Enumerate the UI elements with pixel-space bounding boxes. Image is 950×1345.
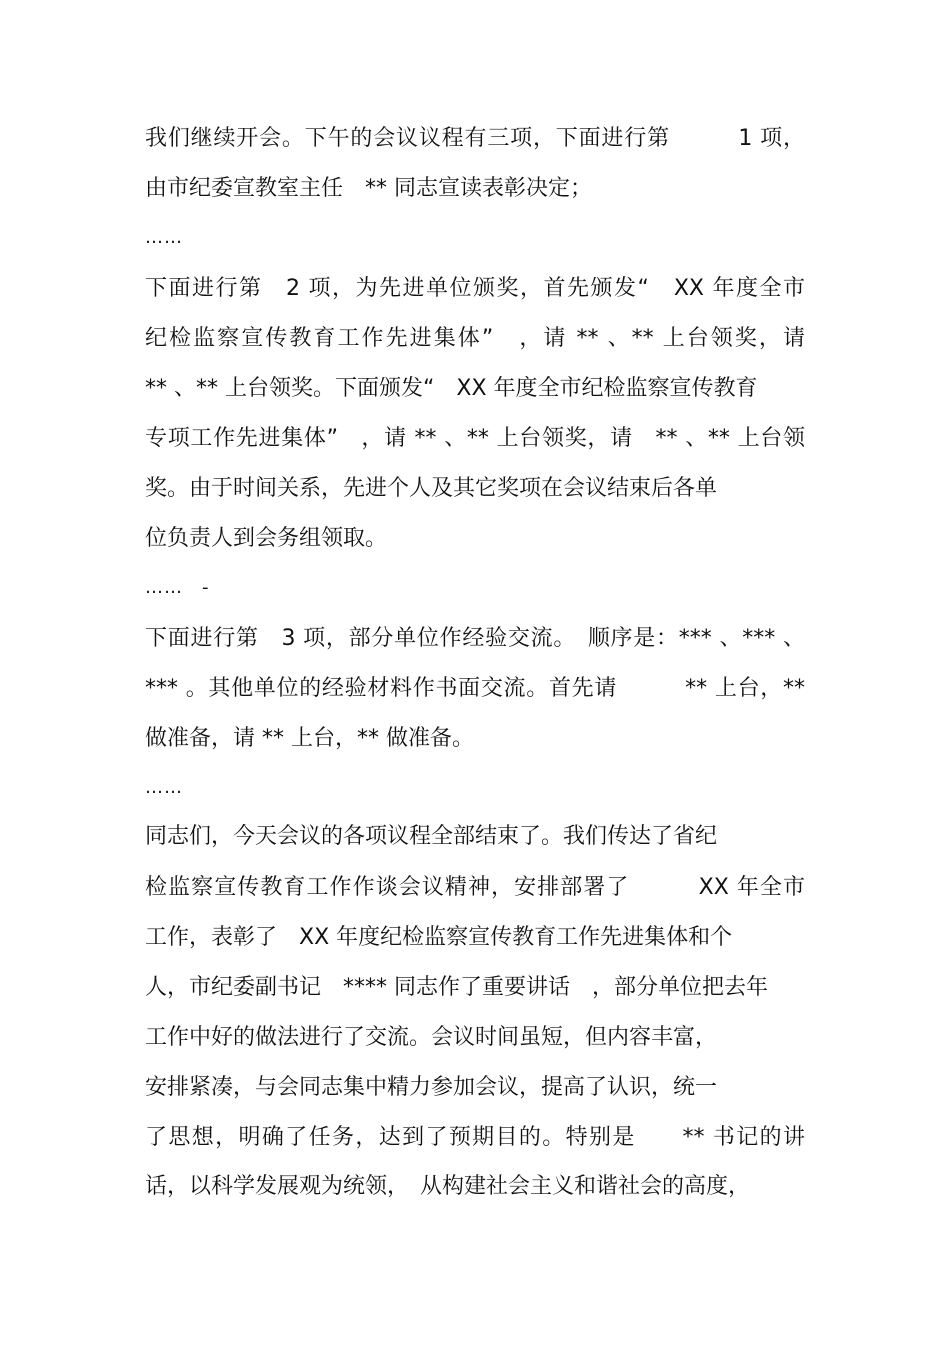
ellipsis-line: …… [145, 227, 183, 248]
text-line: 位负责人到会务组领取。 [145, 526, 388, 551]
text-line: 下面进行第 3 项，部分单位作经验交流。 顺序是：*** 、*** 、 [145, 626, 805, 651]
text-line: 我们继续开会。下午的会议议程有三项，下面进行第 1 项， [145, 126, 805, 151]
text-line: 奖。由于时间关系，先进个人及其它奖项在会议结束后各单 [145, 476, 718, 501]
text-line: 由市纪委宣教室主任 ** 同志宣读表彰决定； [145, 176, 592, 201]
text-line: 安排紧凑，与会同志集中精力参加会议，提高了认识，统一 [145, 1075, 718, 1100]
ellipsis-line: …… - [145, 577, 210, 598]
text-line: 做准备，请 ** 上台，** 做准备。 [145, 726, 474, 751]
text-line: 检监察宣传教育工作作谈会议精神，安排部署了 XX 年全市 [145, 875, 805, 900]
text-line: 同志们，今天会议的各项议程全部结束了。我们传达了省纪 [145, 824, 718, 849]
text-line: *** 。其他单位的经验材料作书面交流。首先请 ** 上台，** [145, 676, 805, 701]
ellipsis-line: …… [145, 777, 183, 798]
text-line: 话，以科学发展观为统领， 从构建社会主义和谐社会的高度， [145, 1174, 751, 1199]
text-line: 了思想，明确了任务，达到了预期目的。特别是 ** 书记的讲 [145, 1125, 805, 1150]
text-line: 下面进行第 2 项，为先进单位颁奖，首先颁发“ XX 年度全市 [145, 276, 805, 301]
text-line: 工作，表彰了 XX 年度纪检监察宣传教育工作先进集体和个 [145, 925, 733, 950]
text-line: 人，市纪委副书记 **** 同志作了重要讲话 ，部分单位把去年 [145, 975, 768, 1000]
text-line: 专项工作先进集体” ，请 ** 、** 上台领奖，请 ** 、** 上台领 [145, 426, 805, 451]
text-line: 纪检监察宣传教育工作先进集体” ，请 ** 、** 上台领奖，请 [145, 326, 805, 351]
text-line: 工作中好的做法进行了交流。会议时间虽短，但内容丰富， [145, 1025, 718, 1050]
text-line: ** 、** 上台领奖。下面颁发“ XX 年度全市纪检监察宣传教育 [145, 376, 758, 401]
